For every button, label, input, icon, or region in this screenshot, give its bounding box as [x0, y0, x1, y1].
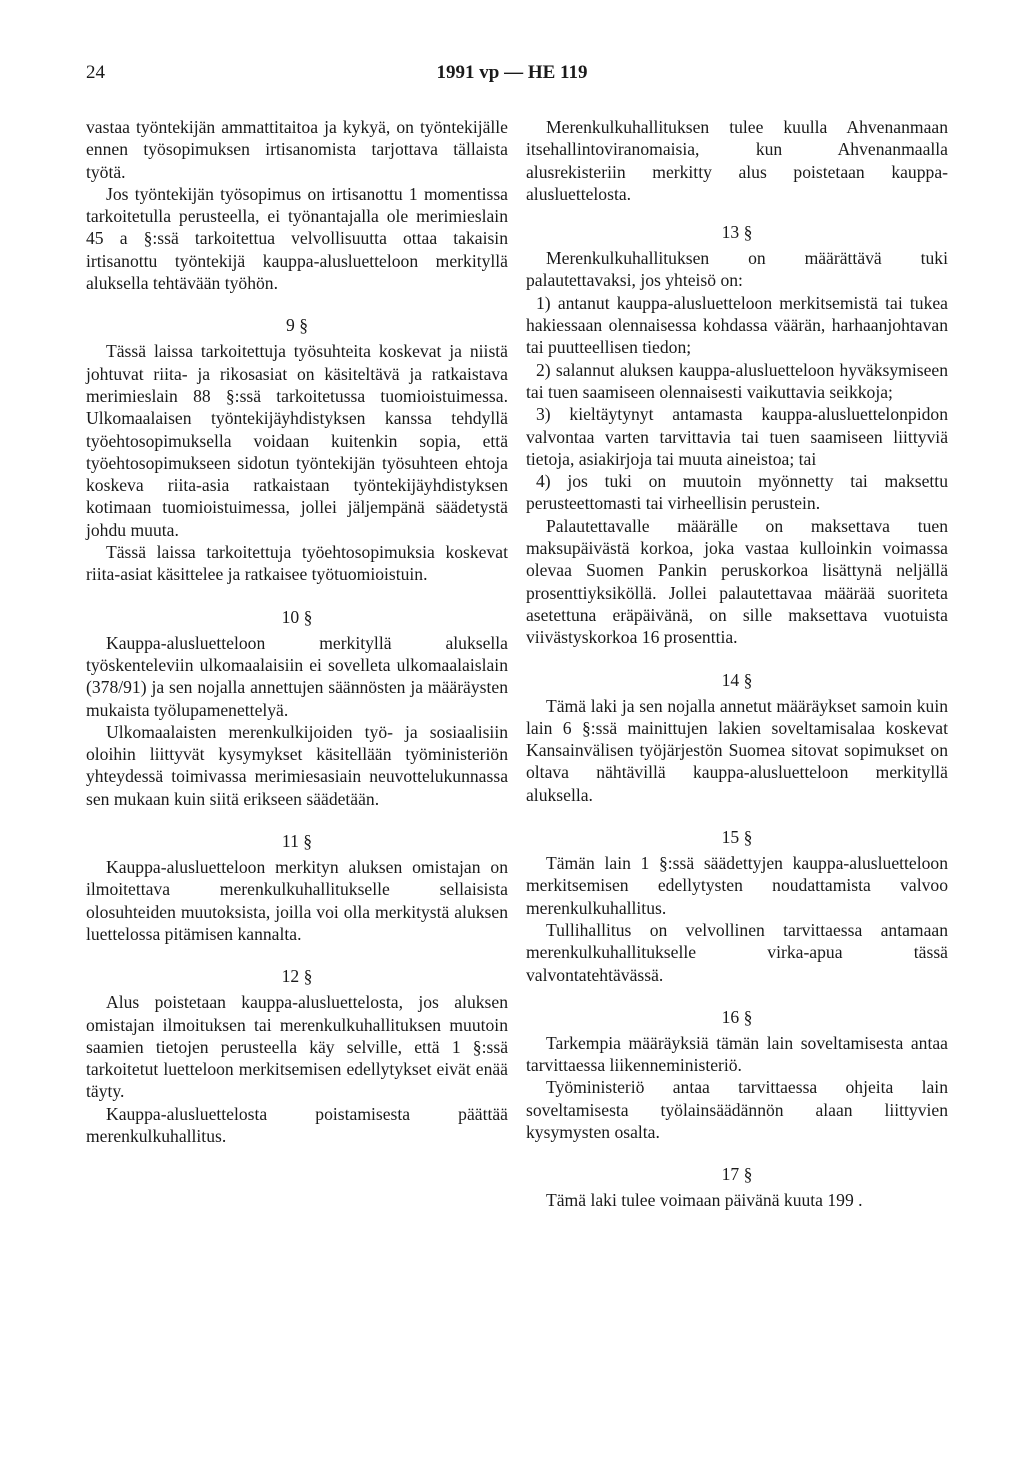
paragraph: Palautettavalle määrälle on maksettava tuen maksupäivästä korkoa, joka vastaa kulloinkin voimassa olevaa Suomen Pankin peruskorkoa lisättynä neljällä prosenttiyksiköllä. Jollei palautettavaa määrää suoriteta asetettuna eräpäivänä, on sille maksettava vuotuista viivästyskorkoa 16 prosenttia.: [526, 515, 948, 648]
section-heading-14: 14 §: [721, 669, 753, 690]
paragraph: Tarkempia määräyksiä tämän lain soveltamisesta antaa tarvittaessa liikenneministeriö.: [526, 1032, 948, 1076]
paragraph: Tämä laki tulee voimaan päivänä kuuta 199 .: [546, 1190, 863, 1211]
section-heading-12: 12 §: [281, 966, 313, 987]
section-heading-11: 11 §: [281, 831, 313, 852]
section-heading-16: 16 §: [721, 1006, 753, 1027]
paragraph: Kauppa-alusluettelosta poistamisesta päättää merenkulkuhallitus.: [86, 1103, 508, 1146]
paragraph: Tämä laki ja sen nojalla annetut määräykset samoin kuin lain 6 §:ssä mainittujen lakien soveltamisalaa koskevat Kansainvälisen työjärjestön Suomea sitovat sopimukset on oltava nähtävillä kauppa-alusluetteloon merkityllä aluksella.: [526, 695, 948, 805]
left-column: [86, 116, 508, 1147]
paragraph: Tullihallitus on velvollinen tarvittaessa antamaan merenkulkuhallitukselle virka-apua tässä valvontatehtävässä.: [526, 919, 948, 985]
section-heading-17: 17 §: [721, 1164, 753, 1185]
list-item: 2) salannut aluksen kauppa-alusluetteloon hyväksymiseen tai tuen saamiseen olennaisesti vaikuttavia seikkoja;: [526, 359, 948, 402]
paragraph: Ulkomaalaisten merenkulkijoiden työ- ja sosiaalisiin oloihin liittyvät kysymykset käsitellään työministeriön yhteydessä toimivassa merimiesasiain neuvottelukunnassa sen mukaan kuin siitä erikseen säädetään.: [86, 721, 508, 809]
paragraph: Merenkulkuhallituksen on määrättävä tuki palautettavaksi, jos yhteisö on:: [526, 248, 948, 291]
section-heading-15: 15 §: [721, 827, 753, 848]
paragraph: Kauppa-alusluetteloon merkityllä aluksella työskenteleviin ulkomaalaisiin ei sovelleta ulkomaalaislain (378/91) ja sen nojalla annettujen säännösten ja määräysten mukaista työlupamenettelyä.: [86, 632, 508, 720]
paragraph: Työministeriö antaa tarvittaessa ohjeita lain soveltamisesta työlainsäädännön alaan liittyvien kysymysten osalta.: [526, 1077, 948, 1142]
paragraph: Tässä laissa tarkoitettuja työehtosopimuksia koskevat riita-asiat käsittelee ja ratkaisee työtuomioistuin.: [86, 542, 508, 585]
section-heading-13: 13 §: [721, 222, 753, 243]
paragraph: Tässä laissa tarkoitettuja työsuhteita koskevat ja niistä johtuvat riita- ja rikosasiat on käsiteltävä ja ratkaistava merimieslain 88 §:ssä tarkoitetussa tuomioistuimessa. Ulkomaalaisen työntekijäyhdistyksen kanssa tehdyllä työehtosopimuksella voidaan kuitenkin sopia, että työehtosopimukseen sidotun työntekijän työsuhteen ehtoja koskeva riita-asia ratkaistaan työntekijäyhdistyksen kotimaan tuomioistuimessa, jollei jäljempänä säädetystä johdu muuta.: [86, 341, 508, 540]
section-heading-10: 10 §: [281, 606, 313, 627]
page-number: 24: [86, 62, 105, 83]
right-column: [526, 116, 948, 1212]
paragraph: Kauppa-alusluetteloon merkityn aluksen omistajan on ilmoitettava merenkulkuhallitukselle sellaisista olosuhteiden muutoksista, joilla voi olla merkitystä aluksen luettelossa pitämisen kannalta.: [86, 857, 508, 944]
paragraph: Merenkulkuhallituksen tulee kuulla Ahvenanmaan itsehallintoviranomaisia, kun Ahvenanmaalla alusrekisteriin merkitty alus poistetaan kauppa-alusluettelosta.: [526, 117, 948, 204]
list-item: 4) jos tuki on muutoin myönnetty tai maksettu perusteettomasti tai virheellisin perustein.: [526, 471, 948, 514]
paragraph: Alus poistetaan kauppa-alusluettelosta, jos aluksen omistajan ilmoituksen tai merenkulkuhallituksen muutoin saamien tietojen perusteella käy selville, että 1 §:ssä tarkoitetut luetteloon merkitsemisen edellytykset eivät enää täyty.: [86, 992, 508, 1102]
paragraph: vastaa työntekijän ammattitaitoa ja kykyä, on työntekijälle ennen työsopimuksen irtisanomista tarjottava tällaista työtä.: [86, 117, 508, 182]
list-item: 1) antanut kauppa-alusluetteloon merkitsemistä tai tukea hakiessaan olennaisessa kohdassa väärän, harhaanjohtavan tai puutteellisen tiedon;: [526, 292, 948, 358]
running-title: 1991 vp — HE 119: [436, 62, 588, 83]
paragraph: Jos työntekijän työsopimus on irtisanottu 1 momentissa tarkoitetulla perusteella, ei työnantajalla ole merimieslain 45 a §:ssä tarkoitettua velvollisuutta ottaa takaisin irtisanottu työntekijä kauppa-alusluetteloon merkityllä aluksella tehtävään työhön.: [86, 183, 508, 294]
list-item: 3) kieltäytynyt antamasta kauppa-alusluettelonpidon valvontaa varten tarvittavia tai tuen saamiseen liittyviä tietoja, asiakirjoja tai muuta aineistoa; tai: [526, 404, 948, 469]
paragraph: Tämän lain 1 §:ssä säädettyjen kauppa-alusluetteloon merkitsemisen edellytysten noudattamista valvoo merenkulkuhallitus.: [526, 853, 948, 918]
section-heading-9: 9 §: [286, 315, 308, 336]
